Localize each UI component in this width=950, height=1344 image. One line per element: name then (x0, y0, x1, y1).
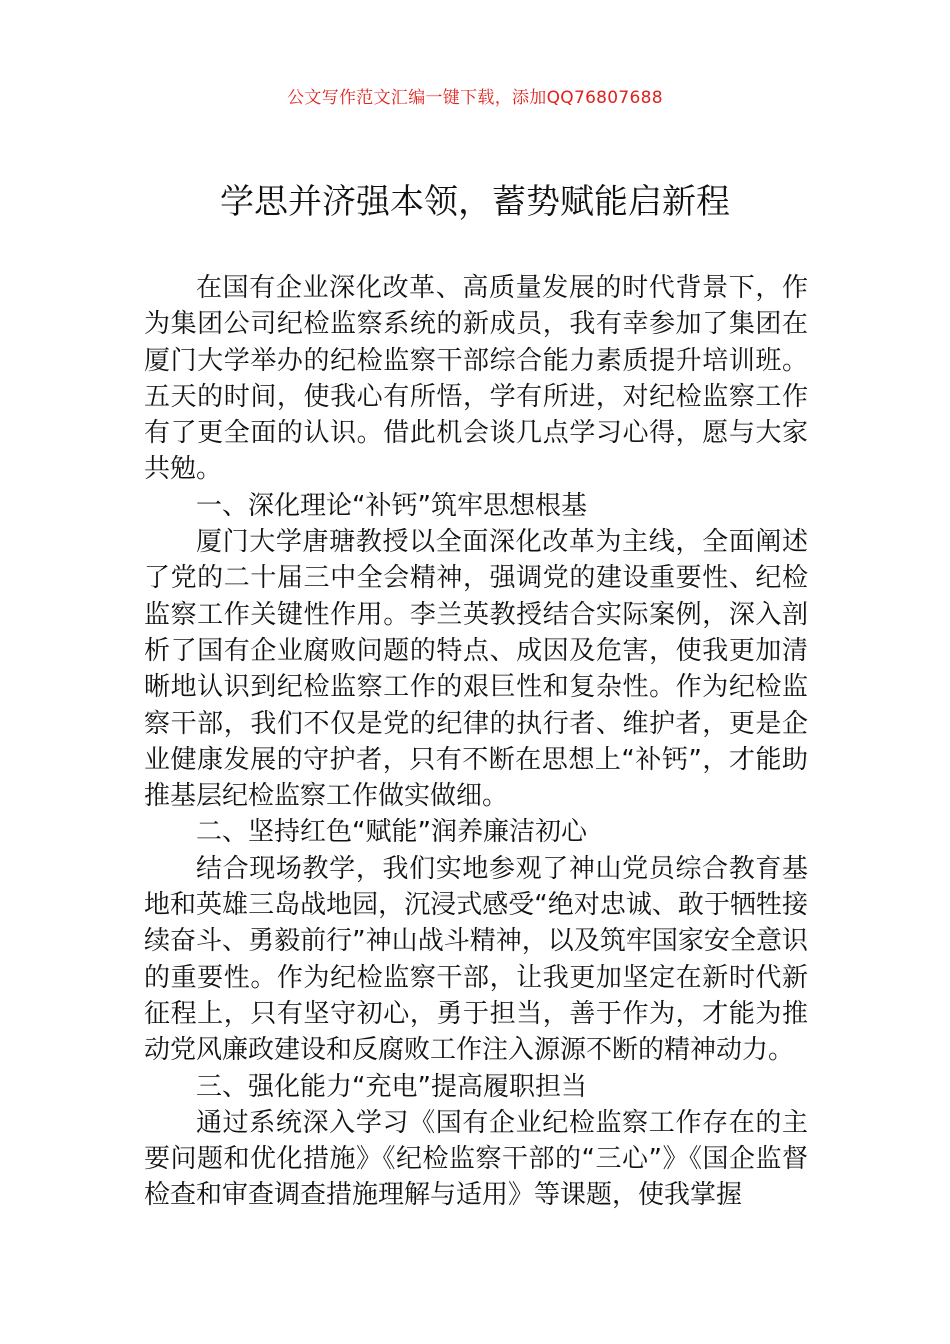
section-heading-1: 一、深化理论“补钙”筑牢思想根基 (196, 490, 587, 521)
section-heading-3: 三、强化能力“充电”提高履职担当 (196, 1071, 587, 1102)
paragraph-intro: 在国有企业深化改革、高质量发展的时代背景下，作为集团公司纪检监察系统的新成员，我有幸参加了集团在厦门大学举办的纪检监察干部综合能力素质提升培训班。五天的时间，使我心有所悟，学有所进，对纪检监察工作有了更全面的认识。借此机会谈几点学习心得，愿与大家共勉。 (144, 273, 808, 485)
section-heading-2: 二、坚持红色“赋能”润养廉洁初心 (196, 817, 587, 848)
document-body (144, 270, 808, 1214)
document-title: 学思并济强本领，蓄势赋能启新程 (220, 182, 730, 222)
paragraph-section-1: 厦门大学唐瑭教授以全面深化改革为主线，全面阐述了党的二十届三中全会精神，强调党的建设重要性、纪检监察工作关键性作用。李兰英教授结合实际案例，深入剖析了国有企业腐败问题的特点、成因及危害，使我更加清晰地认识到纪检监察工作的艰巨性和复杂性。作为纪检监察干部，我们不仅是党的纪律的执行者、维护者，更是企业健康发展的守护者，只有不断在思想上“补钙”，才能助推基层纪检监察工作做实做细。 (144, 527, 808, 812)
download-banner: 公文写作范文汇编一键下载，添加QQ76807688 (287, 88, 663, 108)
paragraph-section-3: 通过系统深入学习《国有企业纪检监察工作存在的主要问题和优化措施》《纪检监察干部的“三心”》《国企监督检查和审查调查措施理解与适用》等课题，使我掌握 (144, 1107, 808, 1211)
paragraph-section-2: 结合现场教学，我们实地参观了神山党员综合教育基地和英雄三岛战地园，沉浸式感受“绝对忠诚、敢于牺牲接续奋斗、勇毅前行”神山战斗精神，以及筑牢国家安全意识的重要性。作为纪检监察干部，让我更加坚定在新时代新征程上，只有坚守初心，勇于担当，善于作为，才能为推动党风廉政建设和反腐败工作注入源源不断的精神动力。 (144, 853, 808, 1066)
